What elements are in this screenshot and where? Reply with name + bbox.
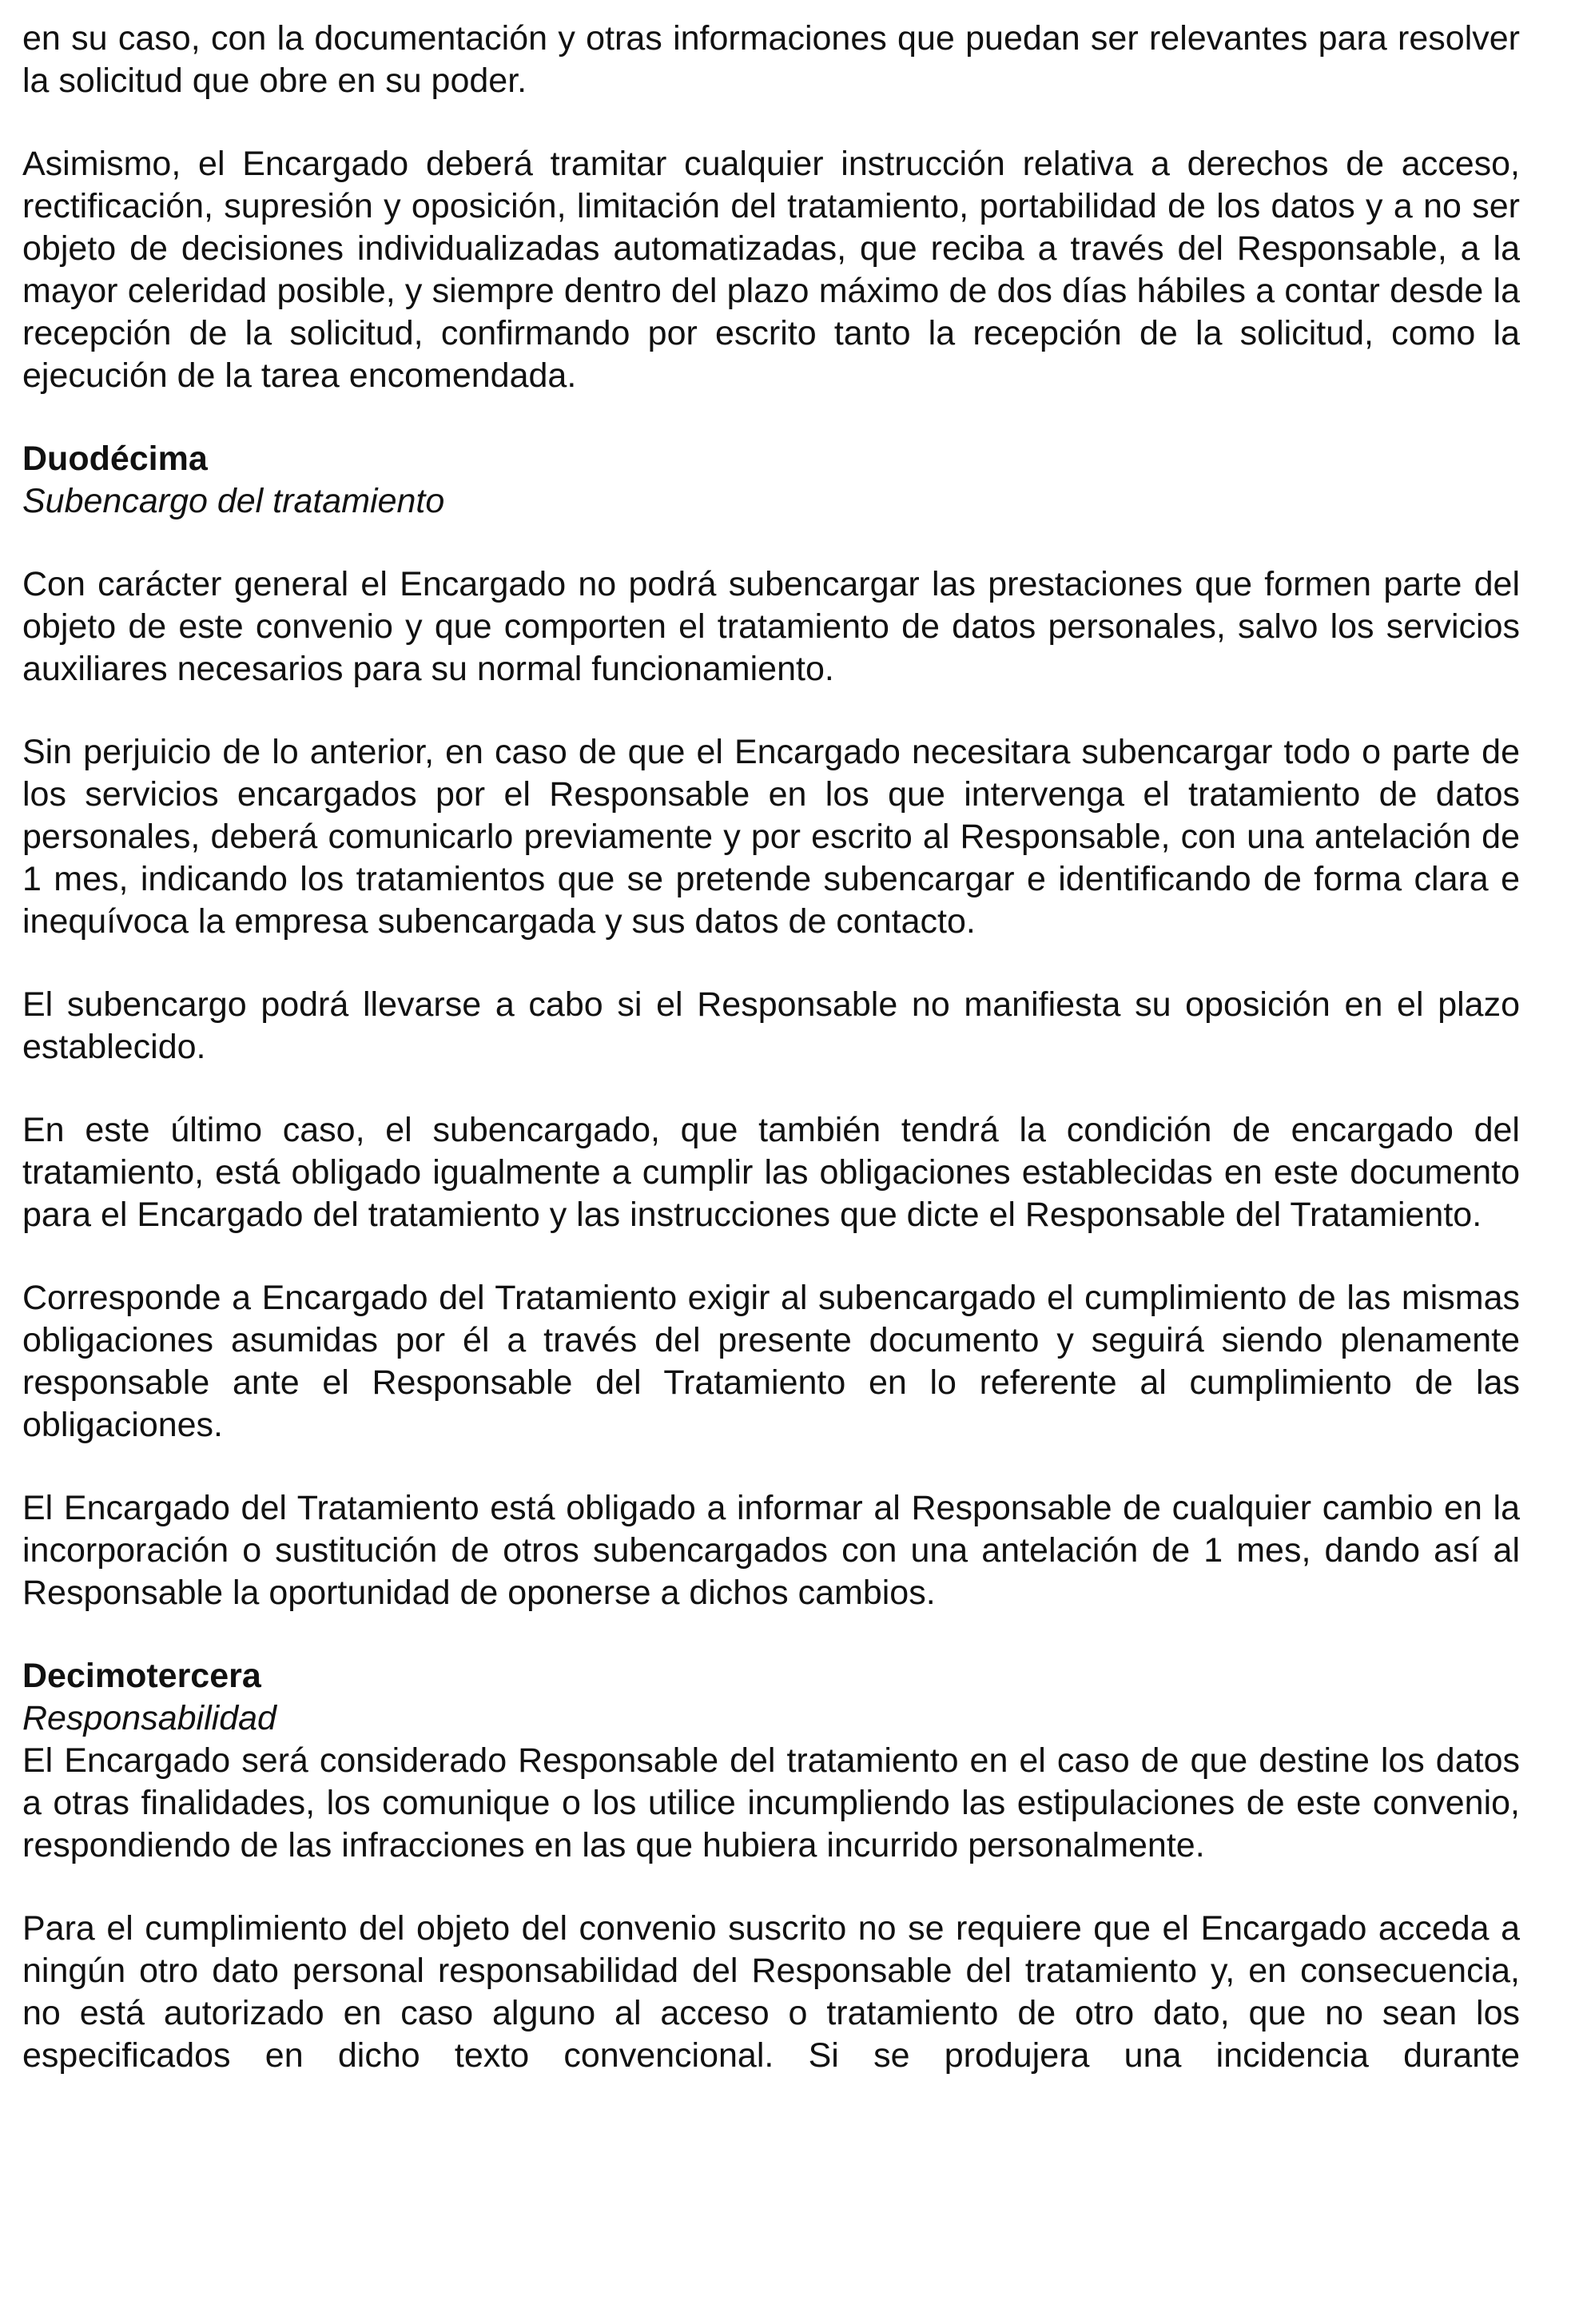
paragraph-continuation: en su caso, con la documentación y otras informaciones que puedan ser relevantes para resolver la solicitud que obre en su poder. [22, 19, 1520, 100]
paragraph-subencargado-obligations: En este último caso, el subencargado, que también tendrá la condición de encargado del tratamiento, está obligado igualmente a cumplir las obligaciones establecidas en este documento para el Encargado del tratamiento y las instrucciones que dicte el Responsable del Tratamiento. [22, 1111, 1520, 1234]
paragraph-data-access: Para el cumplimiento del objeto del convenio suscrito no se requiere que el Encargado acceda a ningún otro dato personal responsabilidad del Responsable del tratamiento y, en consecuencia, no está autorizado en caso alguno al acceso o tratamiento de otro dato, que no sean los especificados en dicho texto convencional. Si se produjera una incidencia durante [22, 1909, 1520, 2075]
paragraph-change-notification: El Encargado del Tratamiento está obligado a informar al Responsable de cualquier cambio en la incorporación o sustitución de otros subencargados con una antelación de 1 mes, dando así al Responsable la oportunidad de oponerse a dichos cambios. [22, 1489, 1520, 1612]
section-subheading-responsabilidad: Responsabilidad [22, 1699, 276, 1737]
paragraph-encargado-requirements: Corresponde a Encargado del Tratamiento exigir al subencargado el cumplimiento de las mismas obligaciones asumidas por él a través del presente documento y seguirá siendo plenamente responsable ante el Responsable del Tratamiento en lo referente al cumplimiento de las obligaciones. [22, 1279, 1520, 1444]
section-subheading-subencargo: Subencargo del tratamiento [22, 482, 445, 520]
paragraph-subencargo-communication: Sin perjuicio de lo anterior, en caso de que el Encargado necesitara subencargar todo o parte de los servicios encargados por el Responsable en los que intervenga el tratamiento de datos personales, deberá comunicarlo previamente y por escrito al Responsable, con una antelación de 1 mes, indicando los tratamientos que se pretende subencargar e identificando de forma clara e inequívoca la empresa subencargada y sus datos de contacto. [22, 733, 1520, 941]
section-heading-duodecima: Duodécima [22, 440, 208, 478]
paragraph-responsibility: El Encargado será considerado Responsable del tratamiento en el caso de que destine los datos a otras finalidades, los comunique o los utilice incumpliendo las estipulaciones de este convenio, respondiendo de las infracciones en las que hubiera incurrido personalmente. [22, 1741, 1520, 1864]
document-page [22, 18, 1520, 2077]
paragraph-rights-requests: Asimismo, el Encargado deberá tramitar cualquier instrucción relativa a derechos de acceso, rectificación, supresión y oposición, limitación del tratamiento, portabilidad de los datos y a no ser objeto de decisiones individualizadas automatizadas, que reciba a través del Responsable, a la mayor celeridad posible, y siempre dentro del plazo máximo de dos días hábiles a contar desde la recepción de la solicitud, confirmando por escrito tanto la recepción de la solicitud, como la ejecución de la tarea encomendada. [22, 145, 1520, 395]
paragraph-subencargo-opposition: El subencargo podrá llevarse a cabo si el Responsable no manifiesta su oposición en el plazo establecido. [22, 985, 1520, 1066]
section-heading-decimotercera: Decimotercera [22, 1657, 261, 1695]
paragraph-subencargo-general: Con carácter general el Encargado no podrá subencargar las prestaciones que formen parte del objeto de este convenio y que comporten el tratamiento de datos personales, salvo los servicios auxiliares necesarios para su normal funcionamiento. [22, 565, 1520, 688]
